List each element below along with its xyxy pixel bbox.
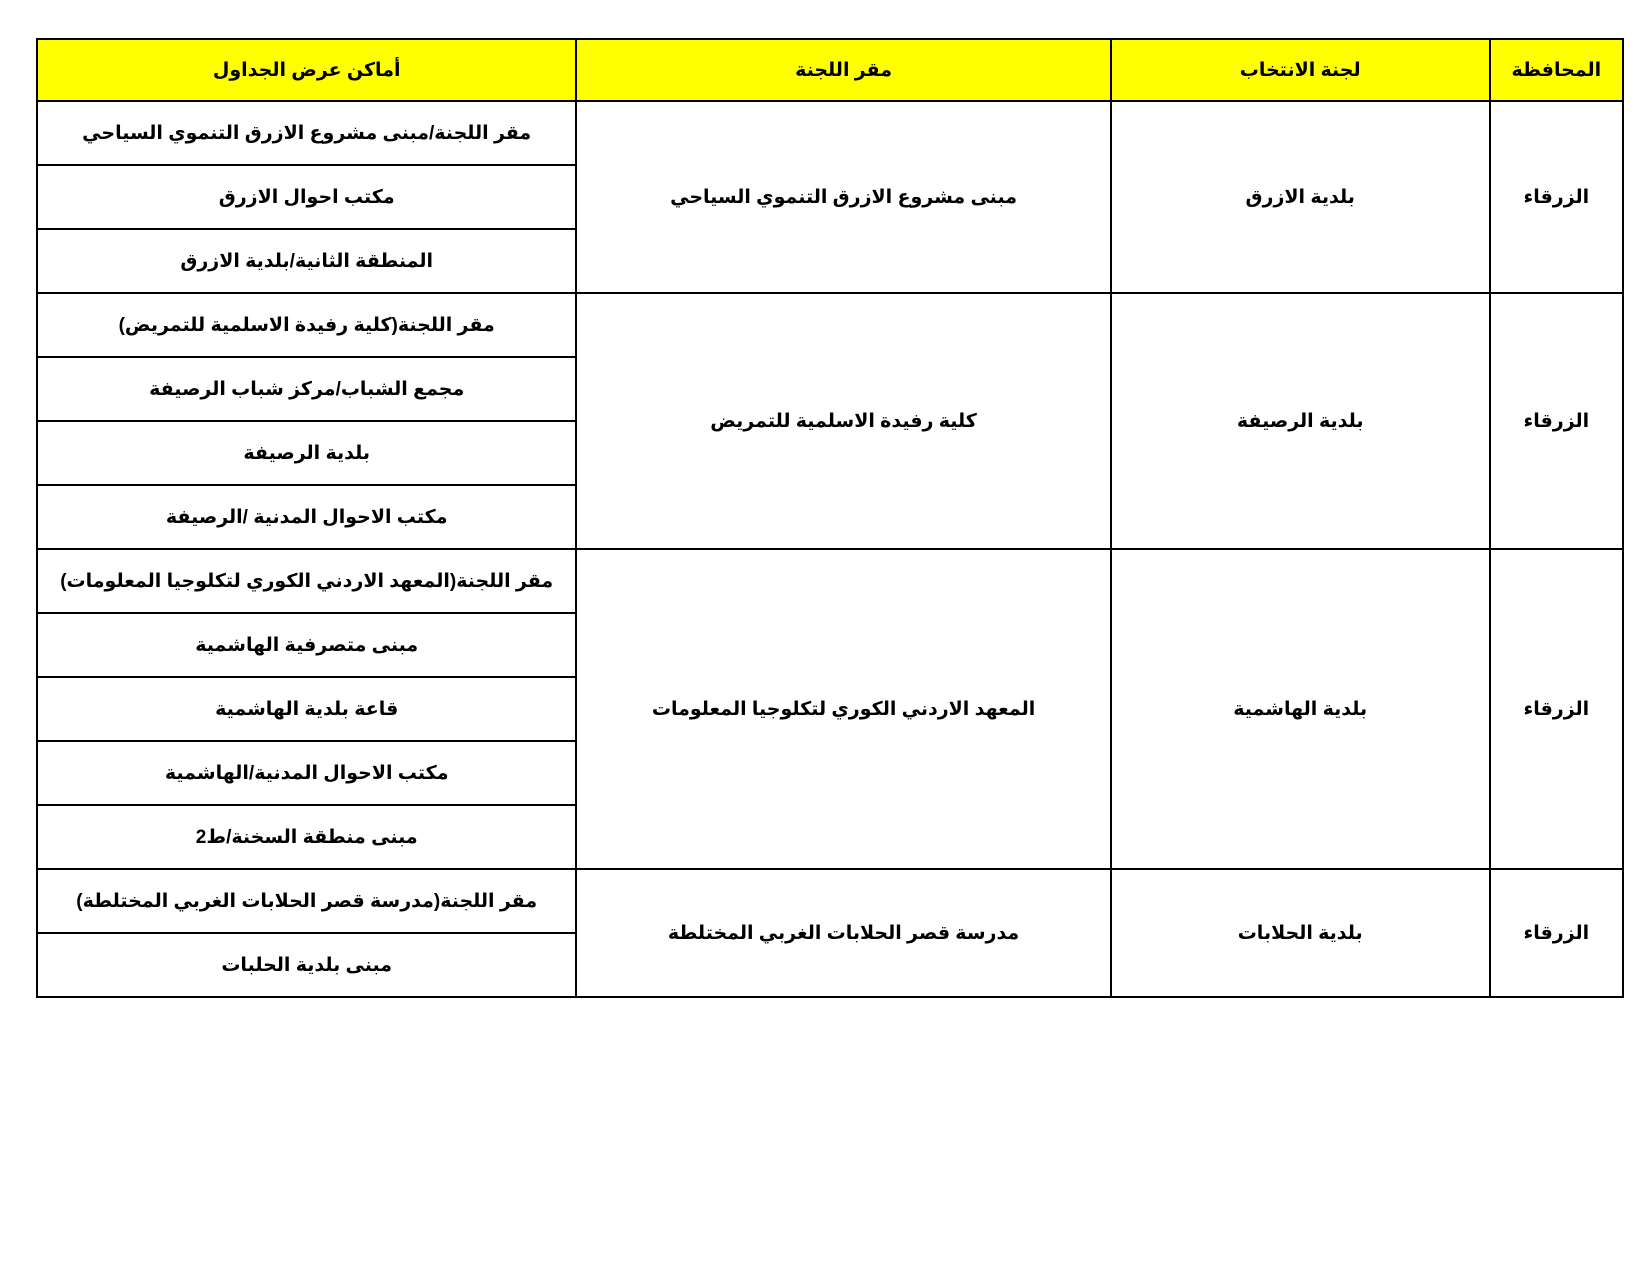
governorate-cell: الزرقاء <box>1490 101 1623 293</box>
headquarters-cell: المعهد الاردني الكوري لتكلوجيا المعلومات <box>576 549 1110 869</box>
header-row <box>37 39 1623 101</box>
display-place-cell: مجمع الشباب/مركز شباب الرصيفة <box>37 357 576 421</box>
committees-table <box>36 38 1624 998</box>
committee-cell: بلدية الازرق <box>1111 101 1490 293</box>
display-place-cell: قاعة بلدية الهاشمية <box>37 677 576 741</box>
headquarters-cell: كلية رفيدة الاسلمية للتمريض <box>576 293 1110 549</box>
display-place-cell: المنطقة الثانية/بلدية الازرق <box>37 229 576 293</box>
governorate-cell: الزرقاء <box>1490 293 1623 549</box>
display-place-cell: مكتب الاحوال المدنية/الهاشمية <box>37 741 576 805</box>
committees-sheet <box>36 38 1624 998</box>
committee-cell: بلدية الهاشمية <box>1111 549 1490 869</box>
table-row <box>37 101 1623 165</box>
display-place-cell: مقر اللجنة/مبنى مشروع الازرق التنموي السياحي <box>37 101 576 165</box>
table-body <box>37 101 1623 997</box>
display-place-cell: بلدية الرصيفة <box>37 421 576 485</box>
display-place-cell: مكتب احوال الازرق <box>37 165 576 229</box>
table-row <box>37 869 1623 933</box>
headquarters-cell: مدرسة قصر الحلابات الغربي المختلطة <box>576 869 1110 997</box>
display-place-cell: مكتب الاحوال المدنية /الرصيفة <box>37 485 576 549</box>
governorate-cell: الزرقاء <box>1490 549 1623 869</box>
header-governorate: المحافظة <box>1490 39 1623 101</box>
header-headquarters: مقر اللجنة <box>576 39 1110 101</box>
display-place-cell: مبنى متصرفية الهاشمية <box>37 613 576 677</box>
table-row <box>37 293 1623 357</box>
committee-cell: بلدية الحلابات <box>1111 869 1490 997</box>
governorate-cell: الزرقاء <box>1490 869 1623 997</box>
display-place-cell: مبنى بلدية الحلبات <box>37 933 576 997</box>
display-place-cell: مقر اللجنة(كلية رفيدة الاسلمية للتمريض) <box>37 293 576 357</box>
table-row <box>37 549 1623 613</box>
table-header <box>37 39 1623 101</box>
display-place-cell: مقر اللجنة(مدرسة قصر الحلابات الغربي المختلطة) <box>37 869 576 933</box>
committee-cell: بلدية الرصيفة <box>1111 293 1490 549</box>
display-place-cell: مقر اللجنة(المعهد الاردني الكوري لتكلوجيا المعلومات) <box>37 549 576 613</box>
display-place-cell: مبنى منطقة السخنة/ط2 <box>37 805 576 869</box>
header-committee: لجنة الانتخاب <box>1111 39 1490 101</box>
header-display-places: أماكن عرض الجداول <box>37 39 576 101</box>
headquarters-cell: مبنى مشروع الازرق التنموي السياحي <box>576 101 1110 293</box>
